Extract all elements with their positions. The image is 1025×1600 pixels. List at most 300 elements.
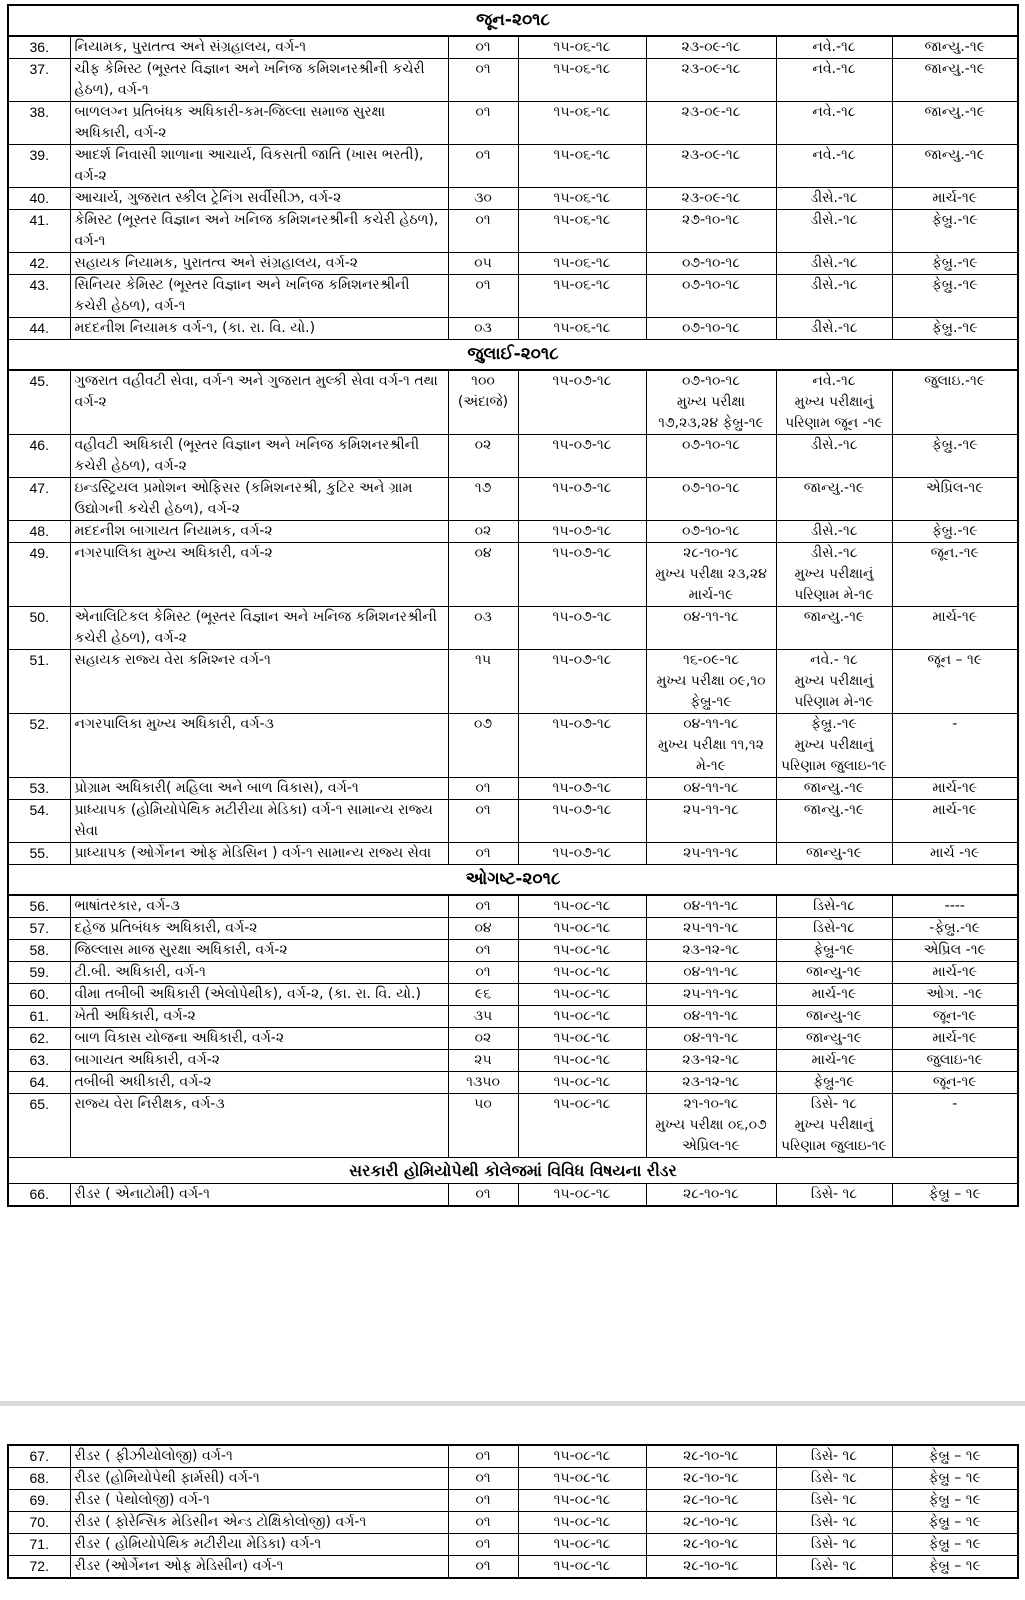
result-month: ફેબ્રુ.-૧૯ <box>931 277 978 293</box>
page-separator <box>0 1401 1025 1406</box>
post-name: પ્રાધ્યાપક (ઓર્ગેનન ઓફ મેડિસિન ) વર્ગ-૧ સામાન્ય રાજ્ય સેવા <box>74 845 432 861</box>
result-month-cell <box>892 1490 1018 1512</box>
table-row <box>8 370 1018 435</box>
interview-month-cell <box>776 478 892 521</box>
interview-month: નવે.-૧૮ <box>812 61 856 77</box>
table-row <box>8 607 1018 650</box>
vacancy-count: ૨૫ <box>474 1052 492 1068</box>
prelim-exam-date-cell <box>646 370 776 435</box>
interview-month: માર્ચ-૧૯ <box>811 1052 857 1068</box>
vacancy-count-cell <box>448 478 518 521</box>
advertisement-date-cell <box>518 843 646 865</box>
post-name-cell <box>70 1556 448 1579</box>
section-subheading <box>8 1158 1018 1184</box>
interview-month-cell <box>776 435 892 478</box>
interview-month: ડિસે- ૧૮ <box>810 1558 858 1574</box>
post-name-cell <box>70 1490 448 1512</box>
interview-month-cell <box>776 1490 892 1512</box>
result-month-cell <box>892 895 1018 918</box>
row-number-cell <box>8 1094 70 1158</box>
month-heading-cell <box>8 340 1018 371</box>
row-number: 54. <box>29 802 49 818</box>
prelim-exam-date-note: મુખ્ય પરીક્ષા ૨૩,૨૪ માર્ચ-૧૯ <box>655 566 767 603</box>
table-row <box>8 318 1018 340</box>
advertisement-date-cell <box>518 1050 646 1072</box>
advertisement-date: ૧૫-૦૭-૧૮ <box>552 480 612 496</box>
table-row <box>8 1490 1018 1512</box>
row-number: 62. <box>29 1030 49 1046</box>
post-name-cell <box>70 940 448 962</box>
prelim-exam-date: ૦૭-૧૦-૧૮ <box>681 480 741 496</box>
table-row <box>8 102 1018 145</box>
interview-month-cell <box>776 318 892 340</box>
post-name-cell <box>70 543 448 607</box>
advertisement-date-cell <box>518 370 646 435</box>
interview-month-note: મુખ્ય પરીક્ષાનું પરિણામ જુલાઇ-૧૯ <box>781 1117 887 1154</box>
vacancy-count: ૦૧ <box>475 61 491 77</box>
advertisement-date-cell <box>518 607 646 650</box>
prelim-exam-date-cell <box>646 1556 776 1579</box>
result-month: માર્ચ-૧૯ <box>932 780 978 796</box>
vacancy-count: ૦૧ <box>475 277 491 293</box>
post-name-cell <box>70 1512 448 1534</box>
result-month: માર્ચ -૧૯ <box>930 845 980 861</box>
result-month: જાન્યુ.-૧૯ <box>924 104 985 120</box>
interview-month-cell <box>776 714 892 778</box>
prelim-exam-date: ૦૪-૧૧-૧૮ <box>683 780 739 796</box>
post-name-cell <box>70 1006 448 1028</box>
table-row <box>8 984 1018 1006</box>
post-name-cell <box>70 778 448 800</box>
prelim-exam-date: ૨૮-૧૦-૧૮ <box>683 1448 739 1464</box>
post-name-cell <box>70 435 448 478</box>
interview-month: ડીસે.-૧૮ <box>810 255 858 271</box>
interview-month-cell <box>776 940 892 962</box>
prelim-exam-date: ૨૩-૦૯-૧૮ <box>681 39 741 55</box>
table-row <box>8 1050 1018 1072</box>
row-number-cell <box>8 1050 70 1072</box>
interview-month-cell <box>776 800 892 843</box>
post-name: નગરપાલિકા મુખ્ય અધિકારી, વર્ગ-૩ <box>74 716 274 732</box>
post-name-cell <box>70 145 448 188</box>
interview-month: ફેબ્રુ-૧૯ <box>813 942 855 958</box>
month-heading-text: જૂન-૨૦૧૮ <box>476 10 550 30</box>
prelim-exam-date-cell <box>646 1534 776 1556</box>
prelim-exam-date-cell <box>646 607 776 650</box>
vacancy-count: ૦૩ <box>474 609 492 625</box>
advertisement-date-cell <box>518 800 646 843</box>
interview-month: જાન્યુ-૧૯ <box>806 964 862 980</box>
result-month: ફેબ્રુ – ૧૯ <box>928 1448 981 1464</box>
post-name-cell <box>70 370 448 435</box>
post-name-cell <box>70 1534 448 1556</box>
table-row <box>8 1534 1018 1556</box>
result-month: જૂન – ૧૯ <box>927 652 983 668</box>
row-number-cell <box>8 1028 70 1050</box>
prelim-exam-date: ૨૩-૦૯-૧૮ <box>681 104 741 120</box>
result-month-cell <box>892 984 1018 1006</box>
row-number-cell <box>8 275 70 318</box>
prelim-exam-date: ૨૩-૧૨-૧૮ <box>682 1074 740 1090</box>
result-month-cell <box>892 1445 1018 1468</box>
advertisement-date: ૧૫-૦૮-૧૮ <box>553 920 611 936</box>
post-name-cell <box>70 102 448 145</box>
row-number-cell <box>8 984 70 1006</box>
post-name: રાજ્ય વેરા નિરીક્ષક, વર્ગ-૩ <box>74 1096 225 1112</box>
result-month-cell <box>892 918 1018 940</box>
prelim-exam-date-cell <box>646 210 776 253</box>
post-name-cell <box>70 1072 448 1094</box>
table-row <box>8 1028 1018 1050</box>
row-number: 38. <box>29 104 49 120</box>
result-month: માર્ચ-૧૯ <box>932 1030 978 1046</box>
interview-month: ડીસે.-૧૮ <box>810 320 858 336</box>
row-number: 40. <box>29 190 49 206</box>
advertisement-date-cell <box>518 36 646 59</box>
post-name-cell <box>70 1445 448 1468</box>
advertisement-date-cell <box>518 650 646 714</box>
advertisement-date-cell <box>518 940 646 962</box>
table-row <box>8 253 1018 275</box>
advertisement-date-cell <box>518 275 646 318</box>
row-number: 39. <box>29 147 49 163</box>
result-month-cell <box>892 145 1018 188</box>
row-number-cell <box>8 1468 70 1490</box>
vacancy-count: ૦૧ <box>475 1536 491 1552</box>
vacancy-count-cell <box>448 521 518 543</box>
month-heading-text: જુલાઈ-૨૦૧૮ <box>467 344 559 364</box>
vacancy-count: ૦૪ <box>474 545 492 561</box>
advertisement-date-cell <box>518 543 646 607</box>
vacancy-count: ૦૧ <box>475 802 491 818</box>
prelim-exam-date-note: મુખ્ય પરીક્ષા ૦૯,૧૦ ફેબ્રુ-૧૯ <box>656 673 766 710</box>
prelim-exam-date-cell <box>646 962 776 984</box>
prelim-exam-date: ૨૫-૧૧-૧૮ <box>683 802 739 818</box>
row-number: 63. <box>29 1052 49 1068</box>
result-month: ફેબ્રુ – ૧૯ <box>928 1470 981 1486</box>
table-row <box>8 650 1018 714</box>
table-row <box>8 1006 1018 1028</box>
advertisement-date: ૧૫-૦૬-૧૮ <box>553 39 611 55</box>
result-month-cell <box>892 1512 1018 1534</box>
interview-month: ડિસે- ૧૮ <box>810 1536 858 1552</box>
result-month-cell <box>892 36 1018 59</box>
prelim-exam-date-cell <box>646 253 776 275</box>
interview-month: ડિસે- ૧૮ <box>810 1096 858 1112</box>
interview-month: નવે.- ૧૮ <box>810 652 858 668</box>
prelim-exam-date: ૦૪-૧૧-૧૮ <box>683 716 739 732</box>
post-name-cell <box>70 275 448 318</box>
advertisement-date: ૧૫-૦૮-૧૮ <box>553 1030 611 1046</box>
prelim-exam-date: ૦૭-૧૦-૧૮ <box>681 320 741 336</box>
result-month: - <box>952 716 958 732</box>
row-number-cell <box>8 318 70 340</box>
interview-month-cell <box>776 1072 892 1094</box>
interview-month: નવે.-૧૮ <box>812 104 856 120</box>
row-number-cell <box>8 145 70 188</box>
row-number: 68. <box>29 1470 49 1486</box>
advertisement-date-cell <box>518 1072 646 1094</box>
result-month: જૂન-૧૯ <box>932 1008 977 1024</box>
interview-month-cell <box>776 521 892 543</box>
table-row <box>8 1094 1018 1158</box>
result-month-cell <box>892 543 1018 607</box>
row-number: 60. <box>29 986 49 1002</box>
table-row <box>8 1512 1018 1534</box>
interview-month-cell <box>776 1512 892 1534</box>
row-number-cell <box>8 962 70 984</box>
prelim-exam-date: ૦૭-૧૦-૧૮ <box>681 277 741 293</box>
post-name: આદર્શ નિવાસી શાળાના આચાર્ય, વિકસતી જાતિ (ખાસ ભરતી), વર્ગ-૨ <box>74 147 424 184</box>
row-number: 37. <box>29 61 49 77</box>
result-month-cell <box>892 800 1018 843</box>
advertisement-date: ૧૫-૦૮-૧૮ <box>553 1096 611 1112</box>
row-number: 61. <box>29 1008 49 1024</box>
row-number: 53. <box>29 780 49 796</box>
prelim-exam-date: ૦૪-૧૧-૧૮ <box>683 898 739 914</box>
row-number: 67. <box>29 1448 49 1464</box>
post-name: નગરપાલિકા મુખ્ય અધિકારી, વર્ગ-૨ <box>74 545 273 561</box>
prelim-exam-date: ૦૪-૧૧-૧૮ <box>683 1030 739 1046</box>
vacancy-count-cell <box>448 800 518 843</box>
prelim-exam-date: ૨૮-૧૦-૧૮ <box>683 1492 739 1508</box>
advertisement-date: ૧૫-૦૬-૧૮ <box>553 212 611 228</box>
month-heading <box>8 865 1018 896</box>
vacancy-count: ૦૧ <box>475 104 491 120</box>
result-month-cell <box>892 1072 1018 1094</box>
prelim-exam-date: ૨૩-૧૨-૧૮ <box>682 1052 740 1068</box>
prelim-exam-date: ૨૫-૧૧-૧૮ <box>683 986 739 1002</box>
result-month: ફેબ્રુ.-૧૯ <box>931 437 978 453</box>
prelim-exam-date-note: મુખ્ય પરીક્ષા ૧૧,૧૨ મે-૧૯ <box>658 737 764 774</box>
result-month-cell <box>892 1468 1018 1490</box>
row-number: 50. <box>29 609 49 625</box>
vacancy-count: ૦૪ <box>474 920 492 936</box>
prelim-exam-date: ૨૮-૧૦-૧૮ <box>683 545 739 561</box>
post-name-cell <box>70 650 448 714</box>
vacancy-count: ૦૭ <box>473 716 493 732</box>
row-number-cell <box>8 940 70 962</box>
interview-month-cell <box>776 370 892 435</box>
advertisement-date: ૧૫-૦૮-૧૮ <box>553 1186 611 1202</box>
interview-month: ડિસે- ૧૮ <box>810 1470 858 1486</box>
post-name: પ્રોગ્રામ અધિકારી( મહિલા અને બાળ વિકાસ), વર્ગ-૧ <box>74 780 359 796</box>
advertisement-date-cell <box>518 188 646 210</box>
row-number: 41. <box>29 212 49 228</box>
prelim-exam-date-cell <box>646 778 776 800</box>
result-month-cell <box>892 1534 1018 1556</box>
post-name: રીડર ( ફીઝીયોલોજી) વર્ગ-૧ <box>74 1448 233 1464</box>
advertisement-date: ૧૫-૦૭-૧૮ <box>552 652 612 668</box>
vacancy-count: ૦૧ <box>475 1448 491 1464</box>
interview-month-cell <box>776 1094 892 1158</box>
vacancy-count-cell <box>448 370 518 435</box>
section-subheading-text: સરકારી હોમિયોપેથી કોલેજમાં વિવિધ વિષયના રીડર <box>349 1161 677 1180</box>
advertisement-date-cell <box>518 984 646 1006</box>
row-number: 36. <box>29 39 49 55</box>
row-number-cell <box>8 1490 70 1512</box>
interview-month-cell <box>776 275 892 318</box>
advertisement-date-cell <box>518 478 646 521</box>
interview-month-cell <box>776 36 892 59</box>
vacancy-count: ૦૧ <box>475 898 491 914</box>
post-name: રીડર ( ફોરેન્સિક મેડિસીન એન્ડ ટોક્ષિકોલોજી) વર્ગ-૧ <box>74 1514 367 1530</box>
result-month: ફેબ્રુ.-૧૯ <box>931 523 978 539</box>
prelim-exam-date: ૨૭-૧૦-૧૮ <box>682 212 740 228</box>
vacancy-count: ૦૧ <box>475 964 491 980</box>
result-month: જાન્યુ.-૧૯ <box>924 147 985 163</box>
interview-month: જાન્યુ.-૧૯ <box>803 480 865 496</box>
post-name-cell <box>70 318 448 340</box>
advertisement-date-cell <box>518 1184 646 1207</box>
prelim-exam-date-cell <box>646 800 776 843</box>
post-name: ઇન્ડસ્ટ્રિયલ પ્રમોશન ઓફિસર (કમિશનરશ્રી, કુટિર અને ગ્રામ ઉદ્યોગની કચેરી હેઠળ), વર્ગ-૨ <box>74 480 413 517</box>
vacancy-count-cell <box>448 895 518 918</box>
advertisement-date: ૧૫-૦૭-૧૮ <box>552 780 612 796</box>
vacancy-count: ૦૧ <box>475 1492 491 1508</box>
row-number: 46. <box>29 437 49 453</box>
result-month: ફેબ્રુ.-૧૯ <box>931 255 978 271</box>
post-name: ચીફ કેમિસ્ટ (ભૂસ્તર વિજ્ઞાન અને ખનિજ કમિશનરશ્રીની કચેરી હેઠળ), વર્ગ-૧ <box>74 61 425 98</box>
table-row <box>8 800 1018 843</box>
post-name: એનાલિટિકલ કેમિસ્ટ (ભૂસ્તર વિજ્ઞાન અને ખનિજ કમિશનરશ્રીની કચેરી હેઠળ), વર્ગ-૨ <box>74 609 437 646</box>
vacancy-count: ૦૧ <box>475 147 491 163</box>
row-number-cell <box>8 253 70 275</box>
result-month: જાન્યુ.-૧૯ <box>924 61 985 77</box>
row-number: 44. <box>29 320 49 336</box>
result-month: ફેબ્રુ – ૧૯ <box>928 1514 981 1530</box>
interview-month: ડીસે.-૧૮ <box>810 277 858 293</box>
advertisement-date-cell <box>518 210 646 253</box>
result-month-cell <box>892 1556 1018 1579</box>
row-number-cell <box>8 36 70 59</box>
result-month: માર્ચ-૧૯ <box>932 802 978 818</box>
result-month-cell <box>892 714 1018 778</box>
post-name-cell <box>70 962 448 984</box>
advertisement-date-cell <box>518 59 646 102</box>
result-month: ફેબ્રુ.-૧૯ <box>931 320 978 336</box>
post-name-cell <box>70 984 448 1006</box>
result-month-cell <box>892 1006 1018 1028</box>
row-number-cell <box>8 210 70 253</box>
prelim-exam-date-cell <box>646 1050 776 1072</box>
row-number-cell <box>8 59 70 102</box>
vacancy-count-cell <box>448 1512 518 1534</box>
vacancy-count: ૦૧ <box>475 780 491 796</box>
vacancy-count: ૦૧ <box>475 845 491 861</box>
post-name: મદદનીશ નિયામક વર્ગ-૧, (કા. રા. વિ. યો.) <box>74 320 316 336</box>
prelim-exam-date: ૦૭-૧૦-૧૮ <box>681 437 741 453</box>
vacancy-count-cell <box>448 1534 518 1556</box>
result-month: ઓગ. -૧૯ <box>926 986 984 1002</box>
advertisement-date-cell <box>518 145 646 188</box>
table-row <box>8 435 1018 478</box>
post-name-cell <box>70 59 448 102</box>
vacancy-count: ૦૨ <box>474 1030 492 1046</box>
result-month-cell <box>892 318 1018 340</box>
advertisement-date: ૧૫-૦૭-૧૮ <box>552 523 612 539</box>
interview-month: ડીસે.-૧૮ <box>810 523 858 539</box>
post-name: વહીવટી અધિકારી (ભૂસ્તર વિજ્ઞાન અને ખનિજ કમિશનરશ્રીની કચેરી હેઠળ), વર્ગ-૨ <box>74 437 420 474</box>
prelim-exam-date-cell <box>646 1490 776 1512</box>
row-number-cell <box>8 1184 70 1207</box>
prelim-exam-date: ૨૧-૧૦-૧૮ <box>683 1096 739 1112</box>
result-month-cell <box>892 962 1018 984</box>
vacancy-count-cell <box>448 318 518 340</box>
advertisement-date: ૧૫-૦૮-૧૮ <box>553 898 611 914</box>
advertisement-date: ૧૫-૦૮-૧૮ <box>553 1536 611 1552</box>
vacancy-count-cell <box>448 59 518 102</box>
interview-month-cell <box>776 984 892 1006</box>
row-number-cell <box>8 895 70 918</box>
post-name: રીડર ( પેથોલોજી) વર્ગ-૧ <box>74 1492 210 1508</box>
prelim-exam-date: ૨૩-૦૯-૧૮ <box>681 190 741 206</box>
advertisement-date-cell <box>518 1028 646 1050</box>
vacancy-count-cell <box>448 1490 518 1512</box>
row-number: 45. <box>29 373 49 389</box>
advertisement-date-cell <box>518 895 646 918</box>
row-number: 66. <box>29 1186 49 1202</box>
post-name: રીડર (ઓર્ગેનન ઓફ મેડિસીન) વર્ગ-૧ <box>74 1558 284 1574</box>
advertisement-date: ૧૫-૦૮-૧૮ <box>553 1470 611 1486</box>
vacancy-count: ૦૧ <box>475 1558 491 1574</box>
prelim-exam-date: ૦૭-૧૦-૧૮ <box>681 523 741 539</box>
prelim-exam-date-cell <box>646 984 776 1006</box>
advertisement-date-cell <box>518 1094 646 1158</box>
prelim-exam-date: ૨૩-૦૯-૧૮ <box>681 147 741 163</box>
advertisement-date: ૧૫-૦૮-૧૮ <box>553 1052 611 1068</box>
table-row <box>8 843 1018 865</box>
post-name: ગુજરાત વહીવટી સેવા, વર્ગ-૧ અને ગુજરાત મુલ્કી સેવા વર્ગ-૧ તથા વર્ગ-૨ <box>74 373 438 410</box>
advertisement-date-cell <box>518 962 646 984</box>
month-heading <box>8 5 1018 36</box>
prelim-exam-date-cell <box>646 543 776 607</box>
vacancy-count-cell <box>448 543 518 607</box>
row-number: 49. <box>29 545 49 561</box>
prelim-exam-date-cell <box>646 1512 776 1534</box>
post-name: ખેતી અધિકારી, વર્ગ-૨ <box>74 1008 196 1024</box>
interview-month-cell <box>776 1006 892 1028</box>
row-number-cell <box>8 607 70 650</box>
prelim-exam-date: ૨૫-૧૧-૧૮ <box>683 920 739 936</box>
vacancy-count: ૦૨ <box>474 523 492 539</box>
post-name: દહેજ પ્રતિબંધક અધિકારી, વર્ગ-૨ <box>74 920 258 936</box>
post-name: જિલ્લાસ માજ સુરક્ષા અધિકારી, વર્ગ-૨ <box>74 942 288 958</box>
advertisement-date: ૧૫-૦૭-૧૮ <box>552 373 612 389</box>
advertisement-date-cell <box>518 253 646 275</box>
interview-month-cell <box>776 607 892 650</box>
interview-month-note: મુખ્ય પરીક્ષાનું પરિણામ જુલાઇ-૧૯ <box>781 737 887 774</box>
vacancy-count-cell <box>448 275 518 318</box>
prelim-exam-date: ૦૭-૧૦-૧૮ <box>681 255 741 271</box>
post-name-cell <box>70 714 448 778</box>
row-number: 47. <box>29 480 49 496</box>
advertisement-date: ૧૫-૦૭-૧૮ <box>552 545 612 561</box>
result-month-cell <box>892 940 1018 962</box>
advertisement-date: ૧૫-૦૬-૧૮ <box>553 255 611 271</box>
prelim-exam-date-cell <box>646 650 776 714</box>
interview-month-note: મુખ્ય પરીક્ષાનું પરિણામ મે-૧૯ <box>794 566 874 603</box>
result-month-cell <box>892 650 1018 714</box>
interview-month: ડીસે.-૧૮ <box>810 212 858 228</box>
row-number: 72. <box>29 1558 49 1574</box>
advertisement-date-cell <box>518 1534 646 1556</box>
table-row <box>8 145 1018 188</box>
post-name: બાળ વિકાસ યોજના અધિકારી, વર્ગ-૨ <box>74 1030 285 1046</box>
vacancy-count-cell <box>448 1184 518 1207</box>
result-month-cell <box>892 1050 1018 1072</box>
interview-month: ફેબ્રુ-૧૯ <box>813 1074 855 1090</box>
